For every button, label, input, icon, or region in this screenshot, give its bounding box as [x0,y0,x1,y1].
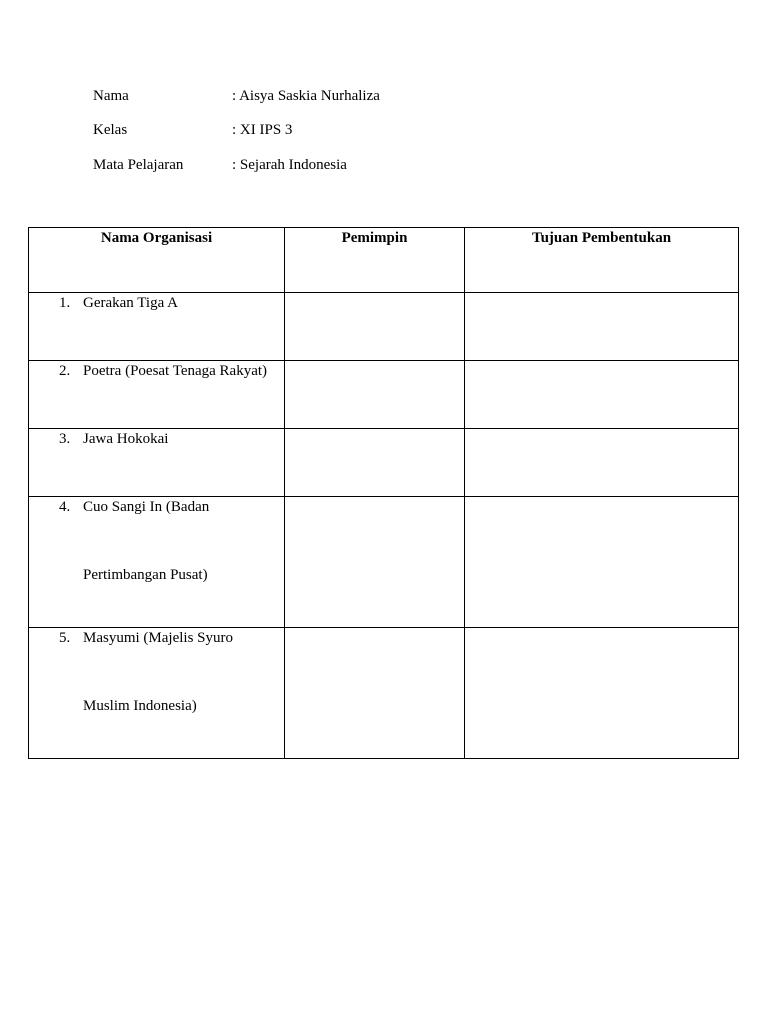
info-row-kelas [0,120,768,140]
nama-value: : Aisya Saskia Nurhaliza [232,88,380,104]
mata-pelajaran-label: Mata Pelajaran [93,157,184,173]
pemimpin-cell[interactable] [285,628,465,759]
pemimpin-cell[interactable] [285,293,465,361]
pemimpin-cell[interactable] [285,361,465,429]
tujuan-cell[interactable] [465,628,739,759]
pemimpin-cell[interactable] [285,497,465,628]
tujuan-cell[interactable] [465,361,739,429]
org-name-line: Masyumi (Majelis Syuro [83,630,233,646]
org-name-cell [29,497,285,628]
info-row-nama [0,86,768,106]
header-tujuan-pembentukan: Tujuan Pembentukan [465,228,739,293]
org-name-cell [29,628,285,759]
org-name-cell [29,293,285,361]
pemimpin-cell[interactable] [285,429,465,497]
org-name-cell [29,361,285,429]
list-number: 2. [59,363,71,379]
org-name-line-continued: Muslim Indonesia) [83,698,197,714]
info-row-mata-pelajaran [0,155,768,175]
org-name-line: Poetra (Poesat Tenaga Rakyat) [83,363,268,379]
org-name [83,293,283,312]
org-name-line: Gerakan Tiga A [83,295,178,311]
kelas-label: Kelas [93,122,128,138]
org-name [83,429,283,448]
table-header-row [29,228,739,293]
list-number: 3. [59,431,71,447]
kelas-value: : XI IPS 3 [232,122,293,138]
list-number: 1. [59,295,71,311]
tujuan-cell[interactable] [465,497,739,628]
org-name [83,361,283,380]
table-row [29,497,739,628]
org-name-line: Jawa Hokokai [83,431,169,447]
tujuan-cell[interactable] [465,293,739,361]
nama-label: Nama [93,88,129,104]
tujuan-cell[interactable] [465,429,739,497]
org-name-cell [29,429,285,497]
org-name [83,628,283,715]
org-name-line: Cuo Sangi In (Badan [83,499,210,515]
mata-pelajaran-value: : Sejarah Indonesia [232,157,347,173]
table-row [29,628,739,759]
org-name [83,497,283,584]
table-row [29,361,739,429]
header-pemimpin: Pemimpin [285,228,465,293]
table-row [29,429,739,497]
org-name-line-continued: Pertimbangan Pusat) [83,567,208,583]
list-number: 4. [59,499,71,515]
header-nama-organisasi: Nama Organisasi [29,228,285,293]
organization-table [28,227,739,759]
list-number: 5. [59,630,71,646]
table-row [29,293,739,361]
